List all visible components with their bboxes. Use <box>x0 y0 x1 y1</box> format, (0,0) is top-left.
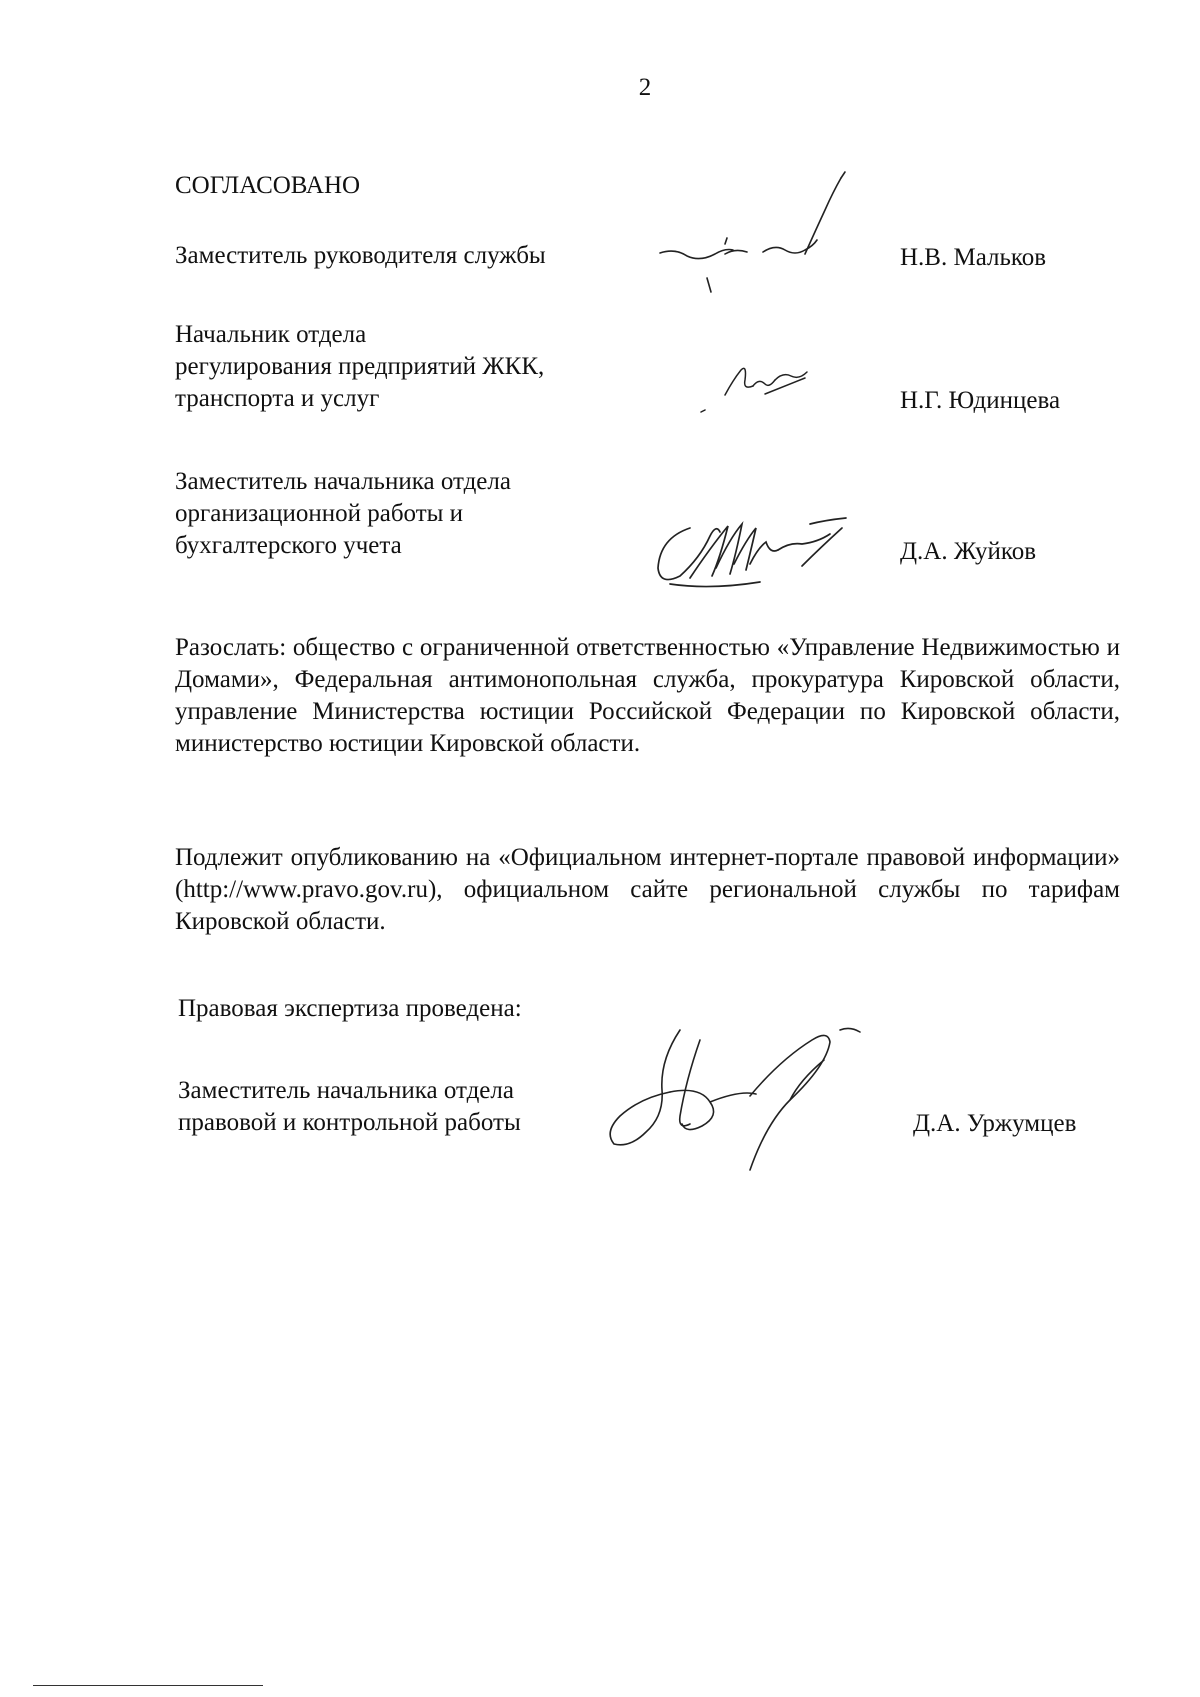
signatory-3-position-line-2: организационной работы и <box>175 500 464 527</box>
signatory-1-name: Н.В. Мальков <box>900 244 1047 271</box>
distribution-paragraph: Разослать: общество с ограниченной ответственностью «Управление Недвижимостью и Домами», Федеральная антимонопольная служба, прокуратура Кировской области, управление Министерства юстиции Российской Федерации по Кировской области, министерство юстиции Кировской области. <box>175 634 1120 757</box>
signatory-1-position-line-1: Заместитель руководителя службы <box>175 242 546 269</box>
signature-urzhumtsev <box>590 1020 880 1180</box>
signature-malkov <box>655 170 895 310</box>
footer-rule <box>33 1685 263 1686</box>
signatory-2-position-line-2: регулирования предприятий ЖКК, <box>175 353 545 380</box>
signatory-3-position-line-1: Заместитель начальника отдела <box>175 468 511 495</box>
page-number: 2 <box>638 74 652 101</box>
signatory-3-name: Д.А. Жуйков <box>900 538 1037 565</box>
approval-heading: СОГЛАСОВАНО <box>175 172 361 199</box>
signatory-2-name: Н.Г. Юдинцева <box>900 387 1061 414</box>
signatory-2-position-line-1: Начальник отдела <box>175 321 367 348</box>
legal-review-position-line-1: Заместитель начальника отдела <box>178 1077 514 1104</box>
signatory-3-position-line-3: бухгалтерского учета <box>175 532 402 559</box>
legal-review-name: Д.А. Уржумцев <box>913 1110 1077 1137</box>
signature-yudintseva <box>695 350 825 420</box>
publication-paragraph: Подлежит опубликованию на «Официальном интернет-портале правовой информации» (http://www.pravo.gov.ru), официальном сайте региональной службы по тарифам Кировской области. <box>175 844 1120 935</box>
legal-review-heading: Правовая экспертиза проведена: <box>178 995 522 1022</box>
legal-review-position-line-2: правовой и контрольной работы <box>178 1109 521 1136</box>
signatory-2-position-line-3: транспорта и услуг <box>175 385 380 412</box>
signature-zhuykov <box>650 498 880 593</box>
